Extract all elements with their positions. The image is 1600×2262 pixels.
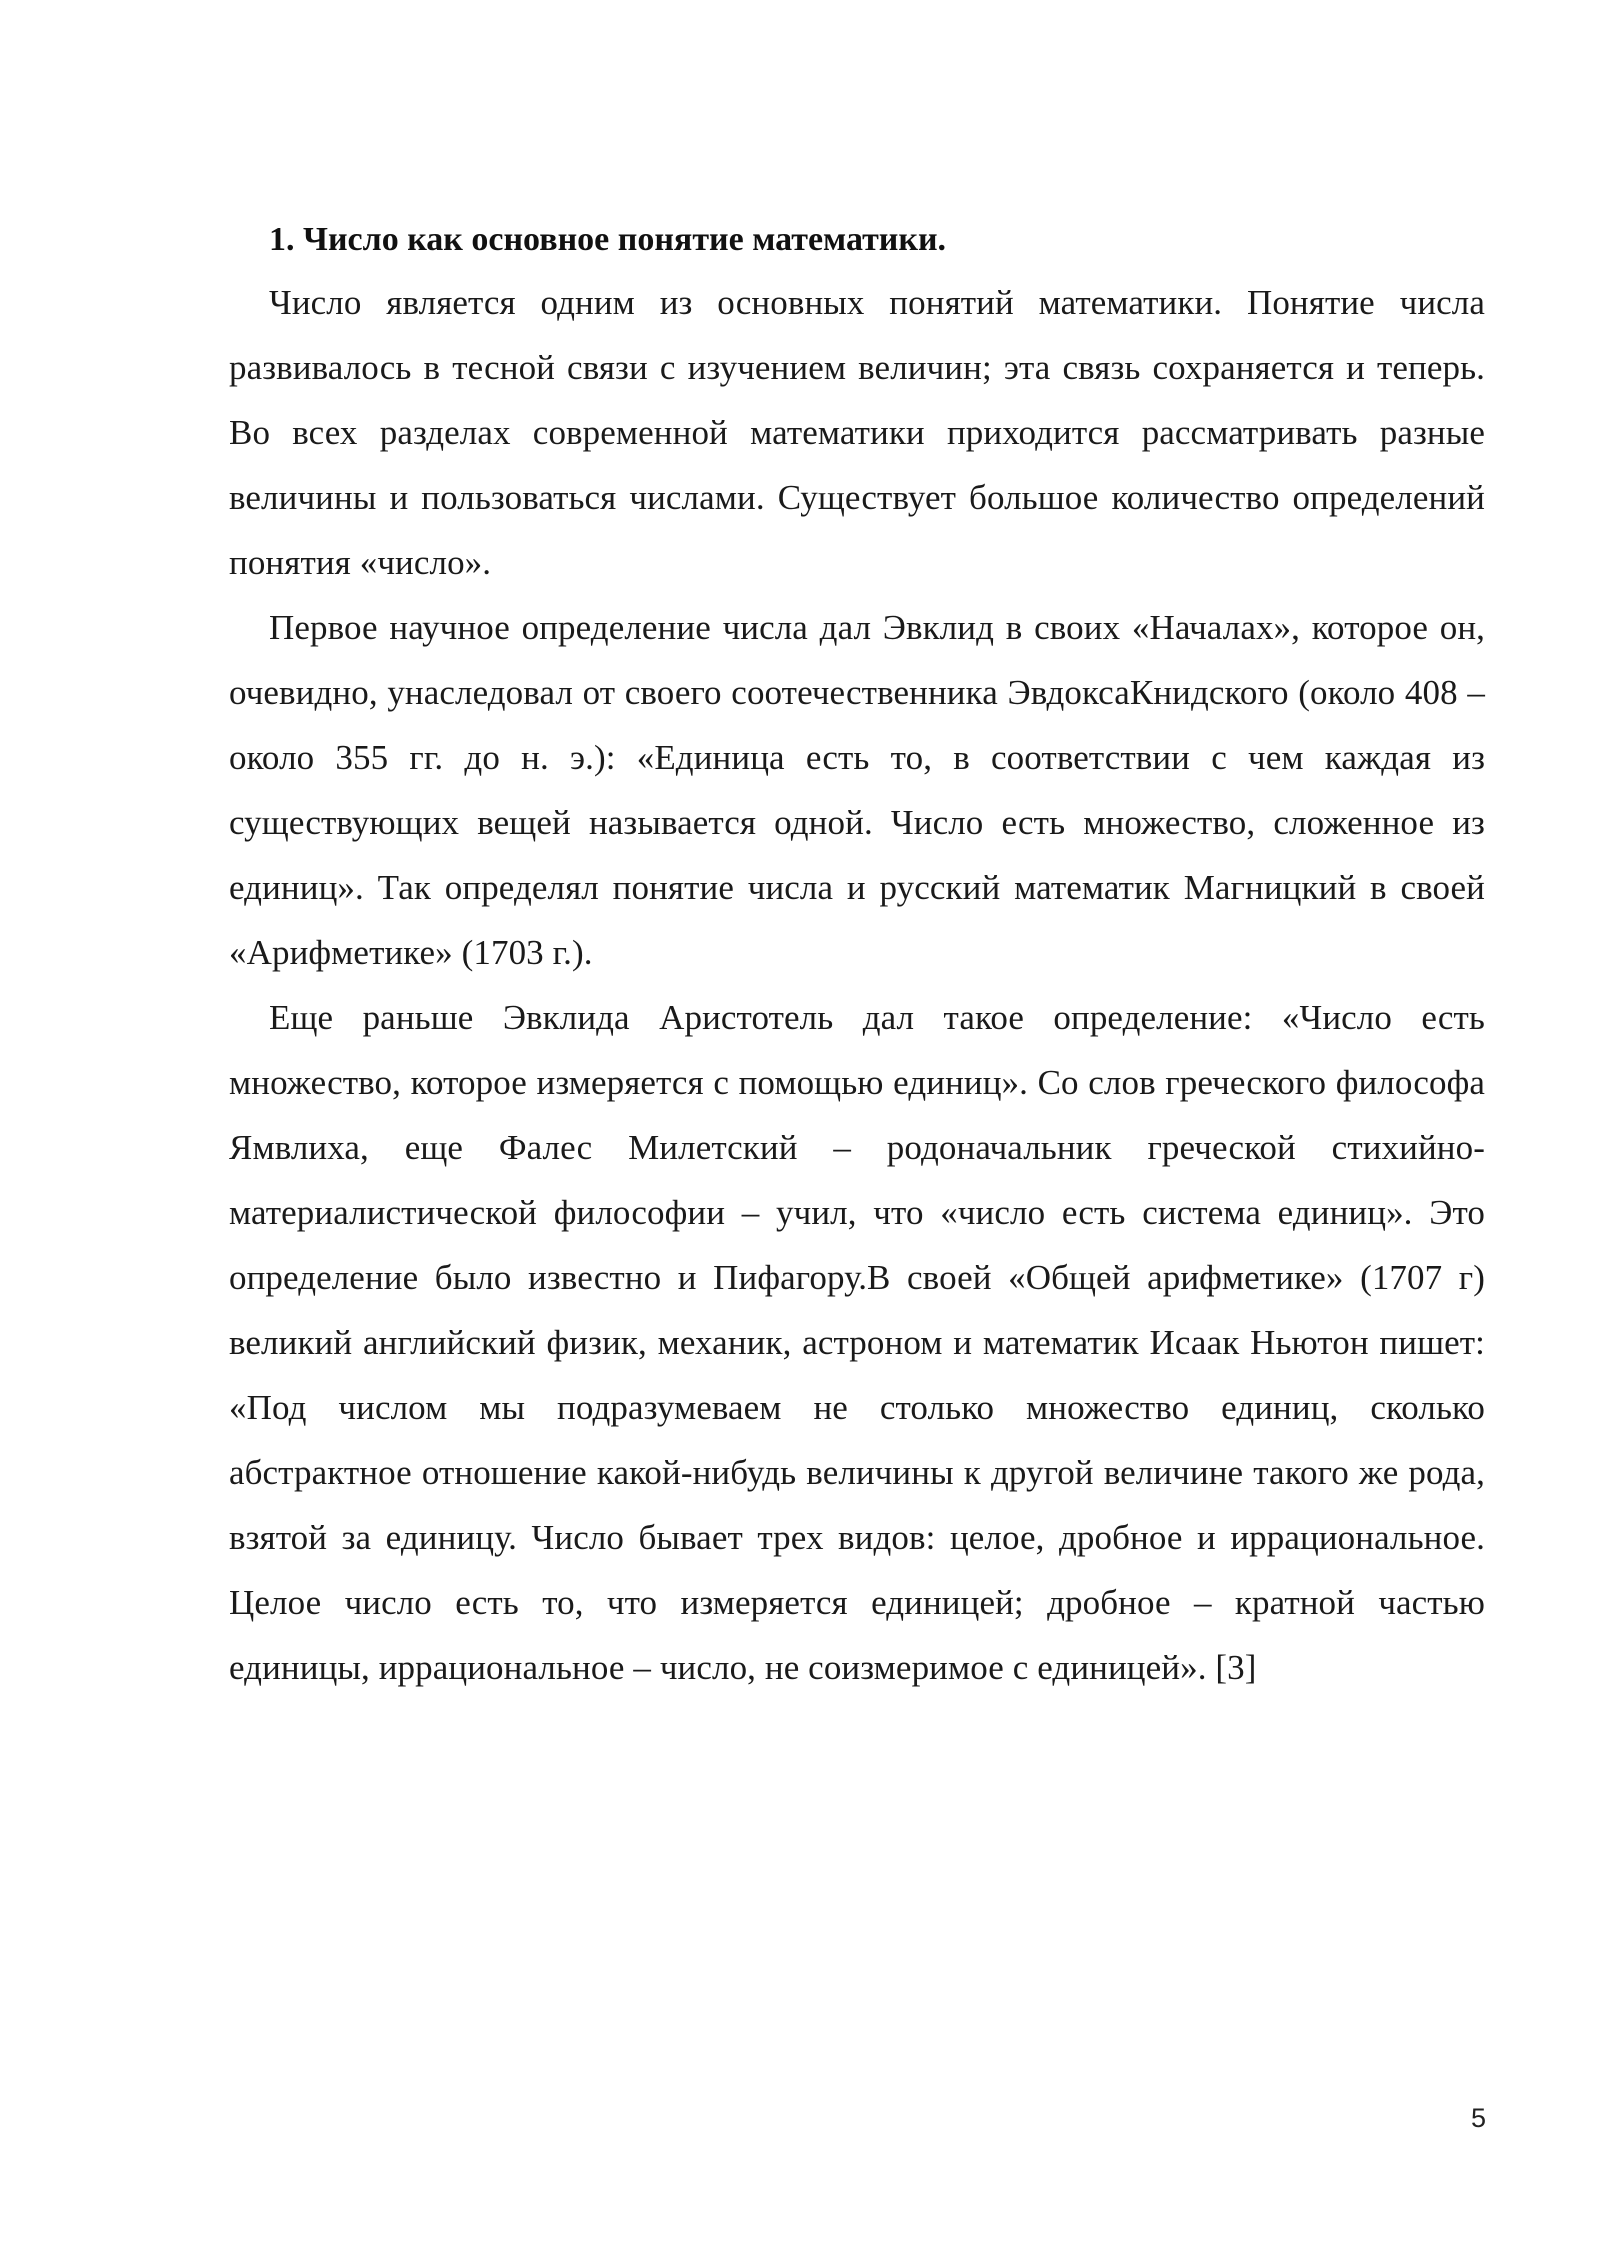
page-number: 5	[1470, 2103, 1486, 2133]
paragraph-2: Первое научное определение числа дал Эвклид в своих «Началах», которое он, очевидно, унаследовал от своего соотечественника ЭвдоксаКнидского (около 408 – около 355 гг. до н. э.): «Единица есть то, в соответствии с чем каждая из существующих вещей называется одной. Число есть множество, сложенное из единиц». Так определял понятие числа и русский математик Магницкий в своей «Арифметике» (1703 г.).	[229, 608, 1485, 972]
page-content	[229, 210, 1485, 1700]
paragraph-3: Еще раньше Эвклида Аристотель дал такое определение: «Число есть множество, которое измеряется с помощью единиц». Со слов греческого философа Ямвлиха, еще Фалес Милетский – родоначальник греческой стихийно-материалистической философии – учил, что «число есть система единиц». Это определение было известно и Пифагору.В своей «Общей арифметике» (1707 г) великий английский физик, механик, астроном и математик Исаак Ньютон пишет: «Под числом мы подразумеваем не столько множество единиц, сколько абстрактное отношение какой-нибудь величины к другой величине такого же рода, взятой за единицу. Число бывает трех видов: целое, дробное и иррациональное. Целое число есть то, что измеряется единицей; дробное – кратной частью единицы, иррациональное – число, не соизмеримое с единицей». [3]	[229, 998, 1485, 1687]
section-heading: 1. Число как основное понятие математики.	[269, 221, 947, 258]
paragraph-1: Число является одним из основных понятий математики. Понятие числа развивалось в тесной связи с изучением величин; эта связь сохраняется и теперь. Во всех разделах современной математики приходится рассматривать разные величины и пользоваться числами. Существует большое количество определений понятия «число».	[229, 283, 1485, 582]
